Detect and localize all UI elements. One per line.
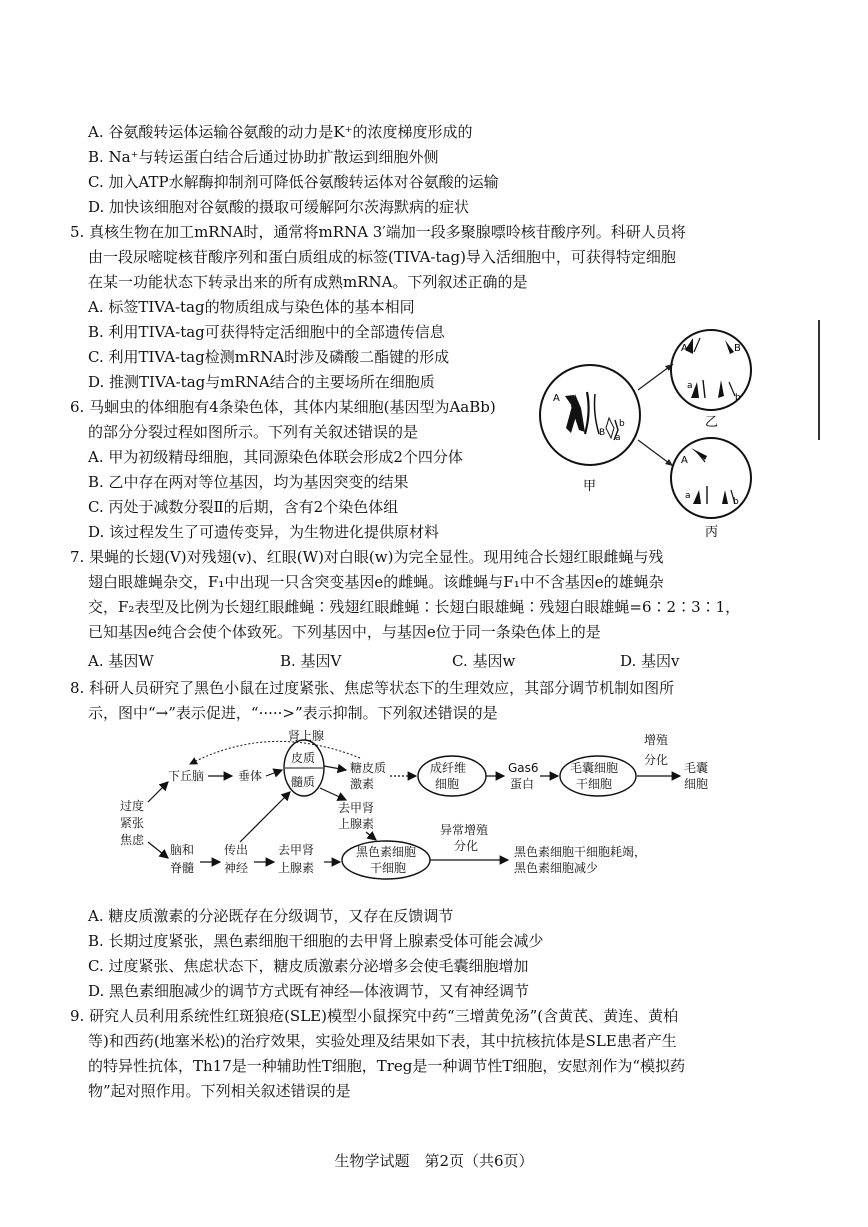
q6-option-a: A. 甲为初级精母细胞，其同源染色体联会形成2个四分体 [88,448,463,466]
cell-jia [540,365,640,465]
label-prolif-2: 分化 [644,753,669,767]
node-gas6-2: 蛋白 [510,777,535,791]
gene-label-b-jia: b [619,419,625,429]
q5-stem-line2: 由一段尿嘧啶核苷酸序列和蛋白质组成的标签(TIVA-tag)导入活细胞中，可获得特定细胞 [88,248,676,266]
q5-option-d: D. 推测TIVA-tag与mRNA结合的主要场所在细胞质 [88,373,435,391]
q8-option-b: B. 长期过度紧张，黑色素细胞干细胞的去甲肾上腺素受体可能会减少 [88,932,544,950]
gene-label-a-yi: a [687,381,693,391]
q8-option-a: A. 糖皮质激素的分泌既存在分级调节，又存在反馈调节 [88,907,454,925]
q8-option-c: C. 过度紧张、焦虑状态下，糖皮质激素分泌增多会使毛囊细胞增加 [88,957,529,975]
node-efferent-2: 神经 [224,861,249,875]
label-abnormal-2: 分化 [454,839,479,853]
node-result-2: 黑色素细胞减少 [514,861,599,875]
margin-bar [818,320,820,440]
q4-option-b: B. Na⁺与转运蛋白结合后通过协助扩散运到细胞外侧 [88,148,439,166]
node-gc-1: 糖皮质 [350,761,387,775]
q8-stem-line2: 示，图中“→”表示促进，“·····>”表示抑制。下列叙述错误的是 [88,704,498,722]
gene-label-b-bing: b [733,497,739,507]
node-stress-1: 过度 [120,799,145,813]
q7-stem-line1: 7. 果蝇的长翅(V)对残翅(v)、红眼(W)对白眼(w)为完全显性。现用纯合长翅红眼雌蝇与残 [70,548,664,566]
node-hfsc-2: 干细胞 [576,777,613,791]
gene-label-a-jia: a [615,433,621,443]
regulation-diagram [110,726,730,902]
node-ne-nerve-2: 上腺素 [278,861,315,875]
node-stress-2: 紧张 [120,816,145,830]
gene-label-B-yi: B [734,343,741,354]
node-result-1: 黑色素细胞干细胞耗竭， [514,845,647,859]
node-medulla: 髓质 [291,775,316,789]
q9-stem-line3: 的特异性抗体，Th17是一种辅助性T细胞，Treg是一种调节性T细胞，安慰剂作为“模拟药 [88,1057,686,1075]
gene-label-A-bing: A [681,455,688,466]
q6-option-d: D. 该过程发生了可遗传变异，为生物进化提供原材料 [88,523,440,541]
q8-option-d: D. 黑色素细胞减少的调节方式既有神经—体液调节，又有神经调节 [88,982,530,1000]
q6-option-b: B. 乙中存在两对等位基因，均为基因突变的结果 [88,473,409,491]
gene-label-B-jia: B [599,428,606,438]
node-fibro-1: 成纤维 [430,761,467,775]
cell-label-jia: 甲 [583,479,597,494]
gene-label-A-jia: A [553,393,560,404]
q5-option-b: B. 利用TIVA-tag可获得特定活细胞中的全部遗传信息 [88,323,445,341]
q7-stem-line2: 翅白眼雄蝇杂交，F₁中出现一只含突变基因e的雌蝇。该雌蝇与F₁中不含基因e的雄蝇杂 [88,573,664,591]
node-ne-medulla-1: 去甲肾 [338,801,375,815]
q5-stem-line1: 5. 真核生物在加工mRNA时，通常将mRNA 3′端加一段多聚腺嘌呤核苷酸序列。科研人员将 [70,223,686,241]
q5-option-a: A. 标签TIVA-tag的物质组成与染色体的基本相同 [88,298,415,316]
gene-label-A-yi: A [681,343,688,354]
cell-bing [671,438,751,518]
q9-stem-line4: 物”起对照作用。下列相关叙述错误的是 [88,1082,351,1100]
q6-stem-line1: 6. 马蛔虫的体细胞有4条染色体，其体内某细胞(基因型为AaBb) [70,398,496,416]
node-hfsc-1: 毛囊细胞 [570,761,619,775]
cell-label-bing: 丙 [705,525,719,540]
node-brain-1: 脑和 [170,843,195,857]
node-fibro-2: 细胞 [435,777,460,791]
node-hair-2: 细胞 [684,777,709,791]
node-gc-2: 激素 [350,777,375,791]
node-ne-medulla-2: 上腺素 [338,817,375,831]
label-abnormal-1: 异常增殖 [440,823,489,837]
q8-stem-line1: 8. 科研人员研究了黑色小鼠在过度紧张、焦虑等状态下的生理效应，其部分调节机制如图所 [70,679,675,697]
cell-label-yi: 乙 [705,415,719,430]
node-hair-1: 毛囊 [684,761,709,775]
q4-option-a: A. 谷氨酸转运体运输谷氨酸的动力是K⁺的浓度梯度形成的 [88,123,473,141]
q7-options [88,650,808,670]
q5-option-c: C. 利用TIVA-tag检测mRNA时涉及磷酸二酯键的形成 [88,348,450,366]
q9-stem-line2: 等)和西药(地塞米松)的治疗效果，实验处理及结果如下表，其中抗核抗体是SLE患者产生 [88,1032,677,1050]
label-prolif-1: 增殖 [644,733,669,747]
q6-option-c: C. 丙处于减数分裂Ⅱ的后期，含有2个染色体组 [88,498,399,516]
q5-stem-line3: 在某一功能状态下转录出来的所有成熟mRNA。下列叙述正确的是 [88,273,528,291]
q7-stem-line3: 交，F₂表型及比例为长翅红眼雌蝇∶残翅红眼雌蝇∶长翅白眼雄蝇∶残翅白眼雄蝇=6∶2∶3∶1， [88,598,741,616]
page-footer: 生物学试题 第2页（共6页） [334,1152,534,1170]
node-brain-2: 脊髓 [170,861,195,875]
node-msc-2: 干细胞 [370,861,407,875]
node-efferent-1: 传出 [224,843,249,857]
q4-option-c: C. 加入ATP水解酶抑制剂可降低谷氨酸转运体对谷氨酸的运输 [88,173,499,191]
node-stress-3: 焦虑 [120,833,145,847]
cell-division-figure [535,318,815,558]
node-gas6-1: Gas6 [508,761,539,775]
gene-label-a-bing: a [685,491,691,501]
q7-option-d: D. 基因v [620,652,680,670]
q7-option-b: B. 基因V [280,652,342,670]
node-adrenal: 肾上腺 [288,729,325,743]
q4-option-d: D. 加快该细胞对谷氨酸的摄取可缓解阿尔茨海默病的症状 [88,198,470,216]
node-ne-nerve-1: 去甲肾 [278,843,315,857]
node-pituitary: 垂体 [238,769,263,783]
q7-option-a: A. 基因W [88,652,154,670]
node-cortex: 皮质 [291,751,316,765]
q7-stem-line4: 已知基因e纯合会使个体致死。下列基因中，与基因e位于同一条染色体上的是 [88,623,601,641]
node-hypothalamus: 下丘脑 [168,769,205,783]
node-msc-1: 黑色素细胞 [356,845,417,859]
gene-label-b-yi: b [735,393,741,403]
q9-stem-line1: 9. 研究人员利用系统性红斑狼疮(SLE)模型小鼠探究中药“三增黄免汤”(含黄芪、黄连、黄柏 [70,1007,679,1025]
q7-option-c: C. 基因w [452,652,516,670]
q6-stem-line2: 的部分分裂过程如图所示。下列有关叙述错误的是 [88,423,419,441]
